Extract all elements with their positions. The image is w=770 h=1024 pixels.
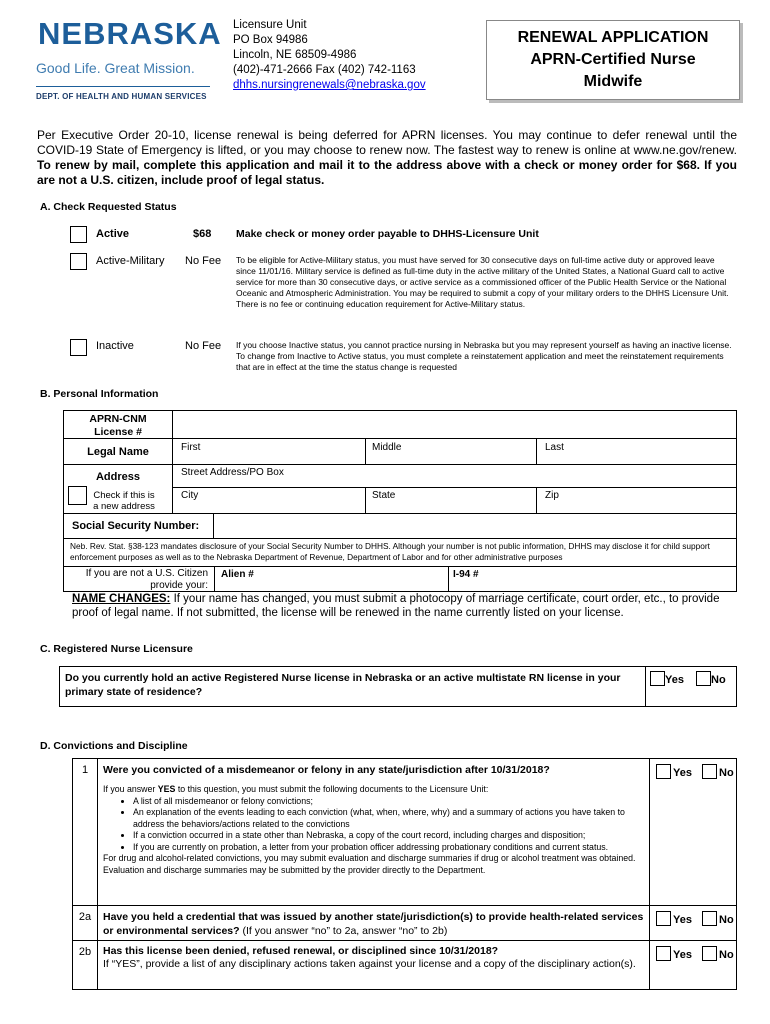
name-changes-text: If your name has changed, you must submit a photocopy of marriage certificate, court order, etc., to provide proof of legal name. If not submitted, the license will be renewed in the name currently listed on your license. — [72, 593, 720, 619]
rn-question-cell — [59, 666, 646, 707]
q1-no-label: No — [719, 767, 734, 779]
legal-name-label-cell — [63, 438, 173, 465]
status-desc: If you choose Inactive status, you cannot practice nursing in Nebraska but you may represent yourself as having an inactive license. To change from Inactive to Active status, you must complete a reinstatement application and meet the reinstatement requirements that are in effect at the time the status change is requested — [236, 340, 732, 372]
zip-field[interactable] — [536, 487, 737, 514]
logo-divider — [36, 86, 210, 87]
intro-text: Per Executive Order 20-10, license renewal is being deferred for APRN licenses. You may continue to defer renewal until the COVID-19 State of Emergency is lifted, or you may choose to renew now. The fastest way to renew is online at www.ne.gov/renew. — [37, 128, 737, 157]
form-title — [486, 20, 740, 100]
name-changes-label: NAME CHANGES: — [72, 593, 171, 605]
q2a-number-cell — [72, 905, 98, 941]
last-name-label: Last — [545, 442, 564, 453]
new-address-checkbox[interactable] — [68, 486, 87, 510]
zip-label: Zip — [545, 490, 559, 501]
q2b-no-label: No — [719, 949, 734, 961]
new-address-label: Check if this is a new address — [93, 490, 155, 512]
status-desc: Make check or money order payable to DHHS-Licensure Unit — [236, 228, 539, 240]
middle-name-field[interactable] — [365, 438, 537, 465]
section-d-heading: D. Convictions and Discipline — [40, 740, 188, 752]
middle-name-label: Middle — [372, 442, 402, 453]
logo-wordmark: NEBRASKA — [38, 16, 222, 51]
q2a-number: 2a — [78, 911, 92, 923]
q2b-number: 2b — [78, 946, 92, 958]
status-checkbox-inactive[interactable] — [70, 339, 87, 361]
q2a-yes-option[interactable] — [656, 911, 692, 926]
city-label: City — [181, 490, 199, 501]
q2b-yes-option[interactable] — [656, 946, 692, 961]
license-label-cell — [63, 410, 173, 439]
q1-footer: For drug and alcohol-related convictions, you may submit evaluation and discharge summaries if drug or alcohol treatment was obtained. Evaluation and discharge summaries may be submitted by the provider directly to the Department. — [103, 853, 636, 875]
i94-number-label: I-94 # — [453, 569, 479, 580]
city-field[interactable] — [172, 487, 366, 514]
contact-line: Lincoln, NE 68509-4986 — [233, 49, 357, 61]
rn-yes-label: Yes — [665, 674, 684, 686]
intro-paragraph — [37, 128, 737, 188]
q1-yes-label: Yes — [673, 767, 692, 779]
title-line: APRN-Certified Nurse — [530, 51, 696, 68]
alien-number-label: Alien # — [221, 569, 254, 580]
street-address-label: Street Address/PO Box — [181, 467, 284, 478]
ssn-label: Social Security Number: — [72, 520, 200, 532]
license-number-field[interactable] — [172, 410, 737, 439]
not-citizen-cell — [63, 566, 215, 592]
q1-bullet: • A list of all misdemeanor or felony convictions; — [133, 796, 644, 808]
title-line: Midwife — [583, 73, 643, 90]
status-label: Active — [96, 228, 130, 240]
q2b-body-cell — [97, 940, 650, 990]
not-citizen-label: If you are not a U.S. Citizen provide your: — [85, 568, 208, 591]
q1-number: 1 — [81, 764, 89, 776]
q2b-no-option[interactable] — [702, 946, 734, 961]
q1-bullet: • If you are currently on probation, a letter from your probation officer addressing probationary conditions and current status. — [133, 842, 644, 854]
license-label: APRN-CNM License # — [89, 413, 147, 438]
q2b-note: If “YES”, provide a list of any disciplinary actions taken against your license and a copy of the disciplinary action(s). — [103, 958, 636, 970]
q2b-question: Has this license been denied, refused renewal, or disciplined since 10/31/2018? — [103, 945, 499, 957]
section-a-heading: A. Check Requested Status — [40, 201, 177, 213]
first-name-field[interactable] — [172, 438, 366, 465]
contact-email-link[interactable]: dhhs.nursingrenewals@nebraska.gov — [233, 79, 426, 91]
q2b-answer-cell — [649, 940, 737, 990]
rn-yes-option[interactable] — [650, 671, 684, 686]
contact-block — [233, 18, 426, 93]
q1-yes-option[interactable] — [656, 764, 692, 779]
street-address-field[interactable] — [172, 464, 737, 488]
q1-no-option[interactable] — [702, 764, 734, 779]
state-label: State — [372, 490, 396, 501]
section-b-heading: B. Personal Information — [40, 388, 159, 400]
name-changes-note — [72, 592, 737, 620]
contact-line: (402)-471-2666 Fax (402) 742-1163 — [233, 64, 416, 76]
rn-no-label: No — [711, 674, 726, 686]
q1-body-cell — [97, 758, 650, 906]
q1-answer-cell — [649, 758, 737, 906]
legal-name-label: Legal Name — [87, 446, 149, 458]
status-fee: No Fee — [185, 340, 222, 352]
status-checkbox-active[interactable] — [70, 226, 87, 248]
q1-intro: If you answer YES to this question, you must submit the following documents to the Licensure Unit: — [103, 784, 489, 794]
logo-dept: DEPT. OF HEALTH AND HUMAN SERVICES — [36, 92, 207, 101]
q2a-answer-cell — [649, 905, 737, 941]
q1-bullet: • An explanation of the events leading to each conviction (what, when, where, why) and a summary of actions you have taken to address the behaviors/actions related to the convictions — [133, 807, 644, 830]
state-field[interactable] — [365, 487, 537, 514]
contact-line: PO Box 94986 — [233, 34, 308, 46]
q2a-question: Have you held a credential that was issued by another state/jurisdiction(s) to provide health-related services or environmental services? (If you answer “no” to 2a, answer “no” to 2b) — [103, 911, 644, 937]
logo-tagline: Good Life. Great Mission. — [36, 60, 195, 76]
last-name-field[interactable] — [536, 438, 737, 465]
status-fee: $68 — [193, 228, 212, 240]
q2a-no-option[interactable] — [702, 911, 734, 926]
status-label: Inactive — [96, 340, 134, 352]
ssn-note: Neb. Rev. Stat. §38-123 mandates disclosure of your Social Security Number to DHHS. Although your number is not public information, DHHS may disclose it for child support enforcement purposes as well as to the Nebraska Department of Revenue, Department of Labor and for other administrative purposes — [70, 541, 710, 562]
address-label: Address — [95, 471, 141, 483]
i94-number-field[interactable] — [448, 566, 737, 592]
status-fee: No Fee — [185, 255, 222, 267]
address-label-cell — [63, 464, 173, 514]
status-checkbox-active-military[interactable] — [70, 253, 87, 275]
q2b-number-cell — [72, 940, 98, 990]
q1-instructions — [98, 776, 649, 876]
q1-bullet: • If a conviction occurred in a state other than Nebraska, a copy of the court record, including charges and disposition; — [133, 830, 644, 842]
ssn-field[interactable] — [213, 513, 737, 539]
title-line: RENEWAL APPLICATION — [517, 29, 709, 46]
intro-bold-text: To renew by mail, complete this application and mail it to the address above with a check or money order for $68. If you are not a U.S. citizen, include proof of legal status. — [37, 158, 737, 187]
status-desc: To be eligible for Active-Military status, you must have served for 30 consecutive days on full-time active duty or approved leave since 11/01/16. Military service is defined as full-time duty in the active military of the United States, a National Guard call to active service for more than 30 consecutive days, or active service as a commissioned officer of the Public Health Service or the National Oceanic and Atmospheric Administration. You may be required to submit a copy of your military orders to the DHHS Licensure Unit. There is no fee or continuing education requirement for Active-Military status. — [236, 255, 729, 309]
rn-answer-cell — [645, 666, 737, 707]
rn-question: Do you currently hold an active Registered Nurse license in Nebraska or an active multistate RN license in your primary state of residence? — [65, 672, 621, 698]
alien-number-field[interactable] — [214, 566, 449, 592]
section-c-heading: C. Registered Nurse Licensure — [40, 643, 193, 655]
rn-no-option[interactable] — [696, 671, 726, 686]
q2a-no-label: No — [719, 914, 734, 926]
contact-line: Licensure Unit — [233, 19, 307, 31]
first-name-label: First — [181, 442, 201, 453]
ssn-note-cell — [63, 538, 737, 567]
status-label: Active-Military — [96, 255, 165, 267]
q2a-yes-label: Yes — [673, 914, 692, 926]
q2b-yes-label: Yes — [673, 949, 692, 961]
q1-number-cell — [72, 758, 98, 906]
q1-question: Were you convicted of a misdemeanor or felony in any state/jurisdiction after 10/31/2018? — [103, 764, 550, 776]
q2a-body-cell — [97, 905, 650, 941]
